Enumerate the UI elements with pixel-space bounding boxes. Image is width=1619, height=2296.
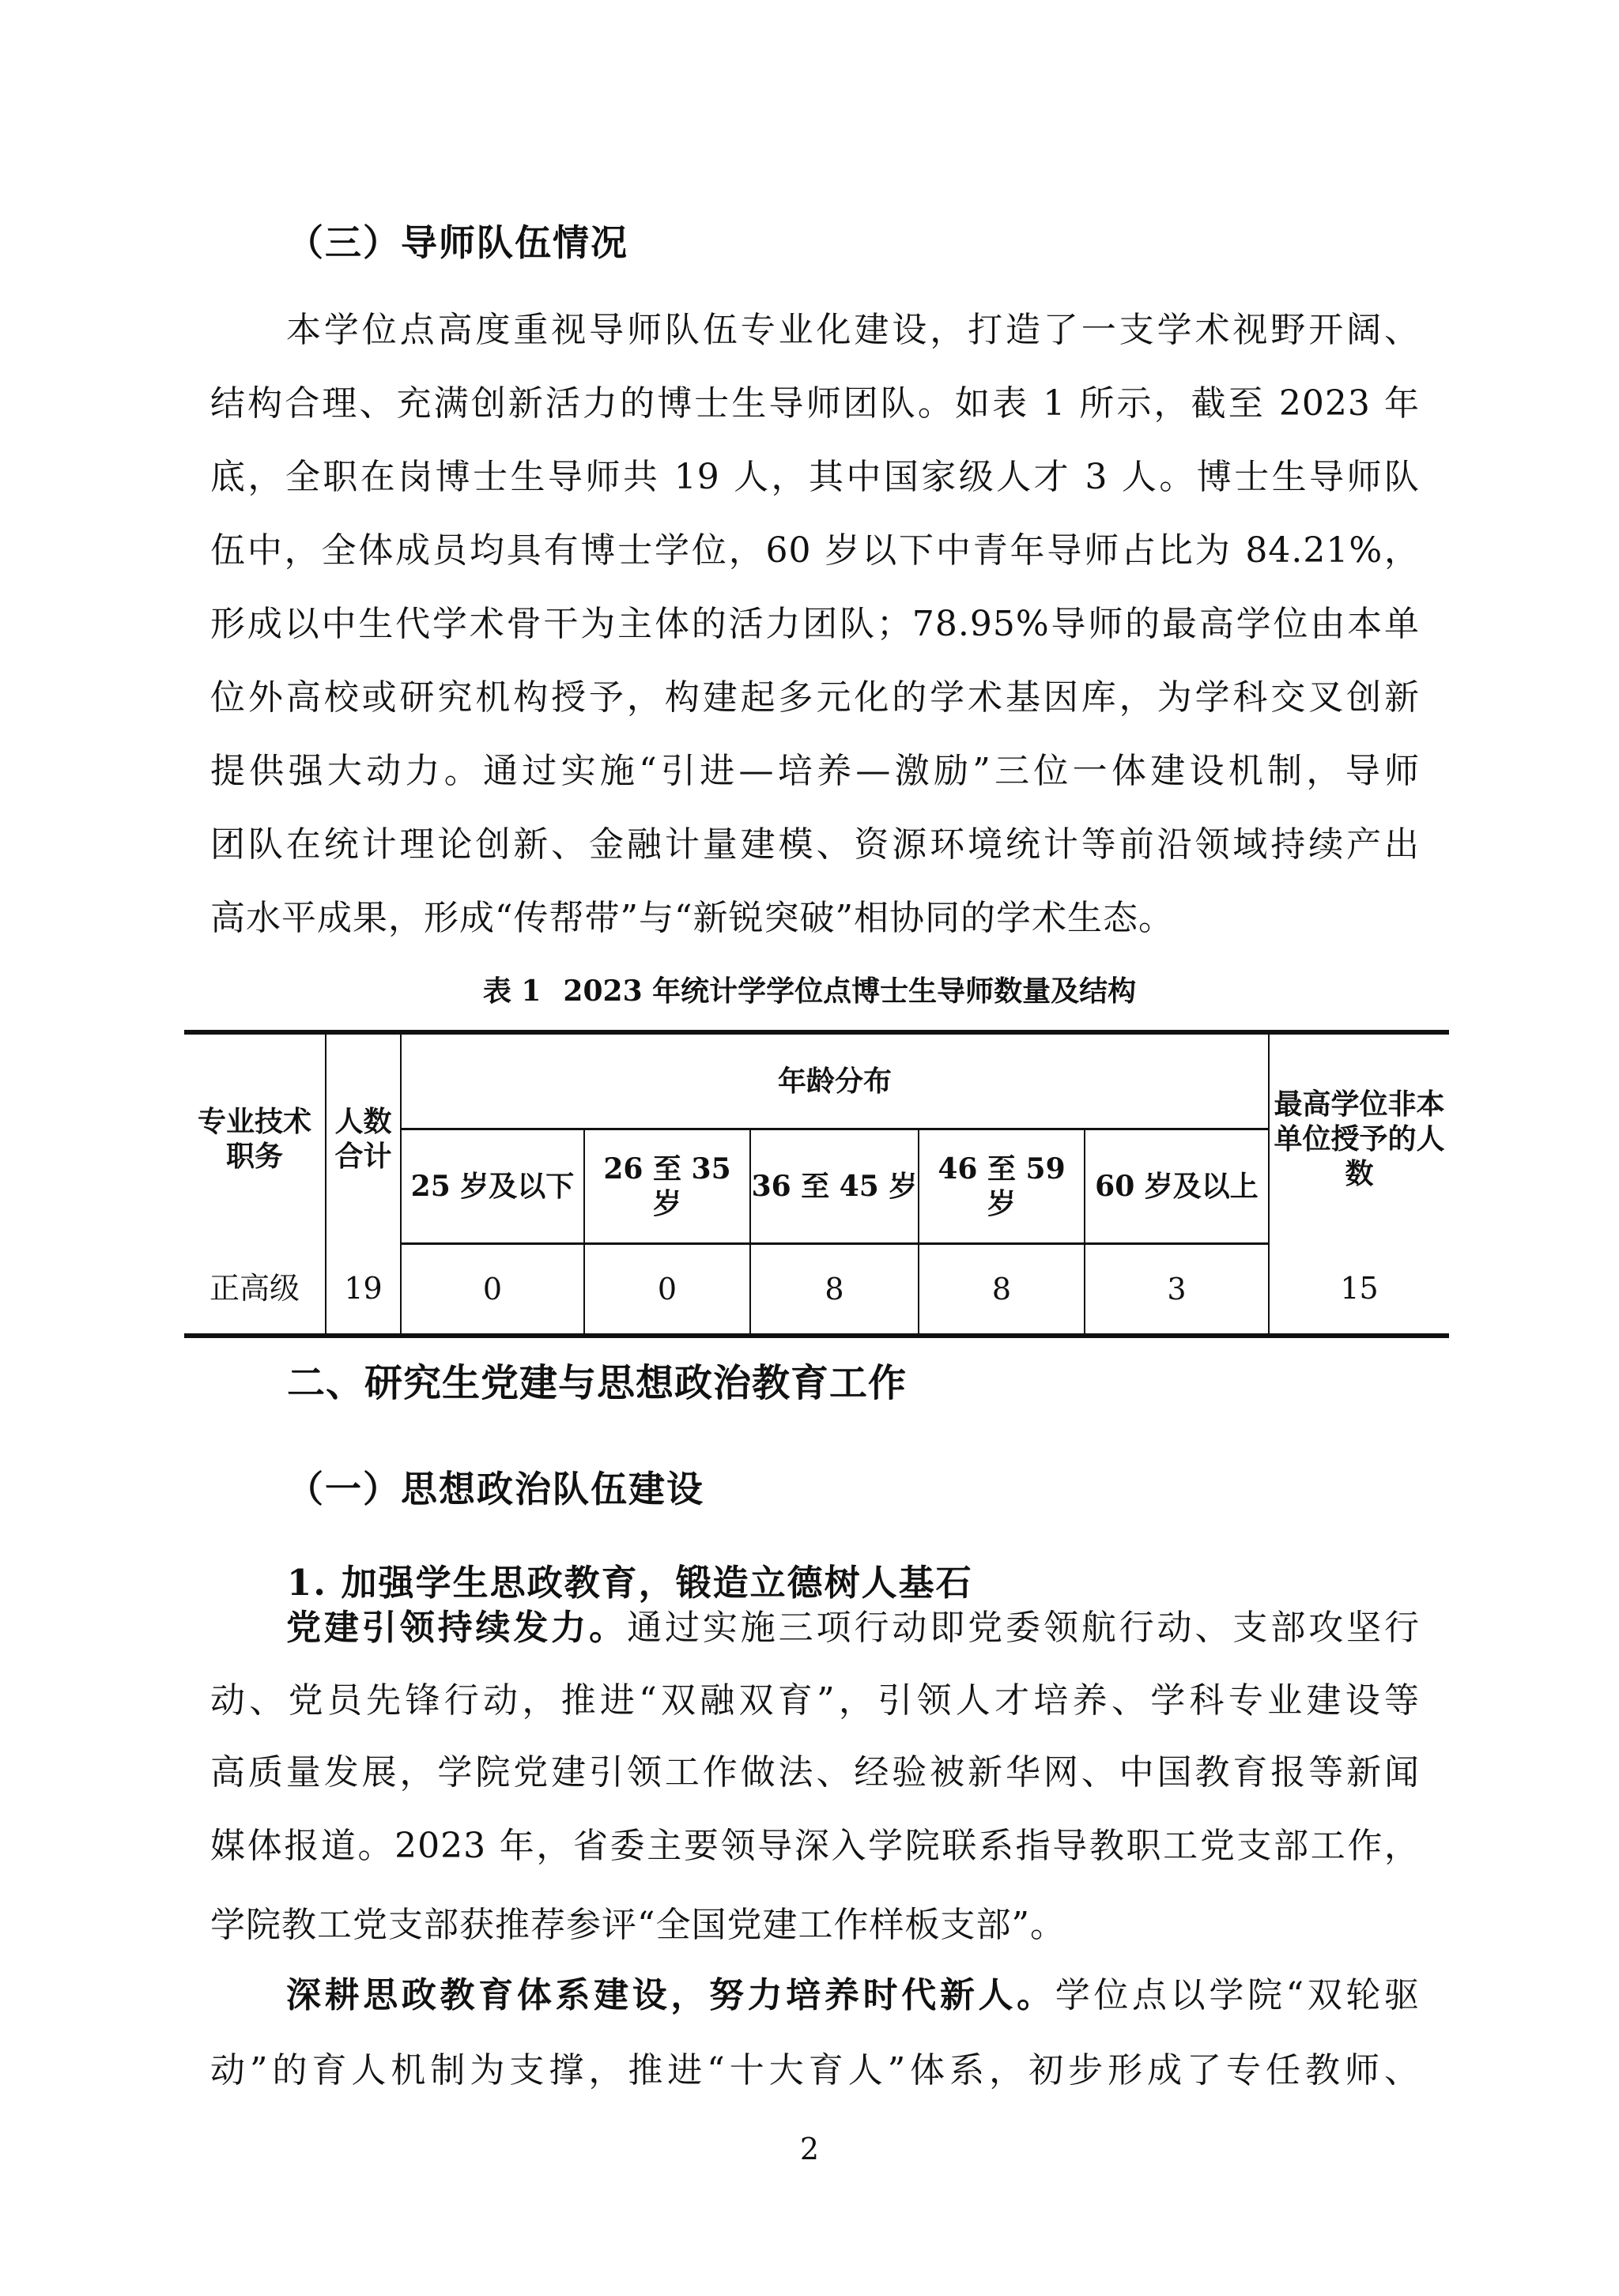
cell-total: 19 — [326, 1244, 401, 1337]
paragraph-line: 伍中，全体成员均具有博士学位，60 岁以下中青年导师占比为 84.21%， — [210, 530, 1420, 571]
paragraph-line: 团队在统计理论创新、金融计量建模、资源环境统计等前沿领域持续产出 — [210, 824, 1420, 865]
header-age-group: 年龄分布 — [401, 1032, 1269, 1129]
paragraph-line: 形成以中生代学术骨干为主体的活力团队；78.95%导师的最高学位由本单 — [210, 604, 1420, 644]
paragraph-line: 深耕思政教育体系建设，努力培养时代新人。学位点以学院“双轮驱 — [286, 1975, 1421, 2015]
paragraph-lead: 党建引领持续发力。 — [286, 1608, 628, 1648]
subsection-1-heading: （一）思想政治队伍建设 — [287, 1468, 704, 1510]
cell-age: 0 — [584, 1244, 750, 1337]
paragraph-line: 位外高校或研究机构授予，构建起多元化的学术基因库，为学科交叉创新 — [210, 677, 1420, 718]
header-age-col: 36 至 45 岁 — [750, 1129, 919, 1244]
cell-age: 0 — [401, 1244, 584, 1337]
page-number: 2 — [799, 2132, 820, 2166]
table-row — [184, 1244, 1449, 1337]
item-1-heading: 1. 加强学生思政教育，锻造立德树人基石 — [287, 1562, 973, 1604]
header-age-col: 25 岁及以下 — [401, 1129, 584, 1244]
supervisor-table — [184, 1030, 1449, 1338]
header-age-col: 46 至 59 岁 — [919, 1129, 1085, 1244]
paragraph-line: 学院教工党支部获推荐参评“全国党建工作样板支部”。 — [210, 1905, 1066, 1945]
paragraph-line: 高水平成果，形成“传帮带”与“新锐突破”相协同的学术生态。 — [210, 898, 1174, 938]
cell-age: 8 — [919, 1244, 1085, 1337]
section-two-heading: 二、研究生党建与思想政治教育工作 — [287, 1361, 908, 1405]
cell-age: 8 — [750, 1244, 919, 1337]
cell-title: 正高级 — [184, 1244, 326, 1337]
paragraph-line: 结构合理、充满创新活力的博士生导师团队。如表 1 所示，截至 2023 年 — [210, 383, 1420, 424]
paragraph-line: 媒体报道。2023 年，省委主要领导深入学院联系指导教职工党支部工作， — [210, 1826, 1420, 1866]
paragraph-line: 党建引领持续发力。通过实施三项行动即党委领航行动、支部攻坚行 — [286, 1608, 1421, 1648]
header-age-col: 60 岁及以上 — [1085, 1129, 1269, 1244]
header-count-col: 人数合计 — [326, 1032, 401, 1244]
table-caption-title: 2023 年统计学学位点博士生导师数量及结构 — [563, 975, 1137, 1008]
header-title-col: 专业技术职务 — [184, 1032, 326, 1244]
paragraph-line: 提供强大动力。通过实施“引进—培养—激励”三位一体建设机制，导师 — [210, 751, 1420, 791]
header-degree-col: 最高学位非本单位授予的人数 — [1269, 1032, 1449, 1244]
paragraph-line: 动、党员先锋行动，推进“双融双育”，引领人才培养、学科专业建设等 — [210, 1680, 1420, 1721]
paragraph-line: 底，全职在岗博士生导师共 19 人，其中国家级人才 3 人。博士生导师队 — [210, 457, 1420, 497]
table-caption-number: 表 1 — [482, 975, 542, 1008]
cell-external-degree: 15 — [1269, 1244, 1449, 1337]
paragraph-line: 本学位点高度重视导师队伍专业化建设，打造了一支学术视野开阔、 — [286, 310, 1420, 350]
cell-age: 3 — [1085, 1244, 1269, 1337]
paragraph-line: 动”的育人机制为支撑，推进“十大育人”体系，初步形成了专任教师、 — [210, 2050, 1420, 2091]
section-3-heading: （三）导师队伍情况 — [287, 221, 628, 264]
paragraph-line: 高质量发展，学院党建引领工作做法、经验被新华网、中国教育报等新闻 — [210, 1752, 1420, 1793]
table-caption — [0, 972, 1619, 1010]
header-age-col: 26 至 35 岁 — [584, 1129, 750, 1244]
paragraph-lead: 深耕思政教育体系建设，努力培养时代新人。 — [286, 1975, 1055, 2015]
